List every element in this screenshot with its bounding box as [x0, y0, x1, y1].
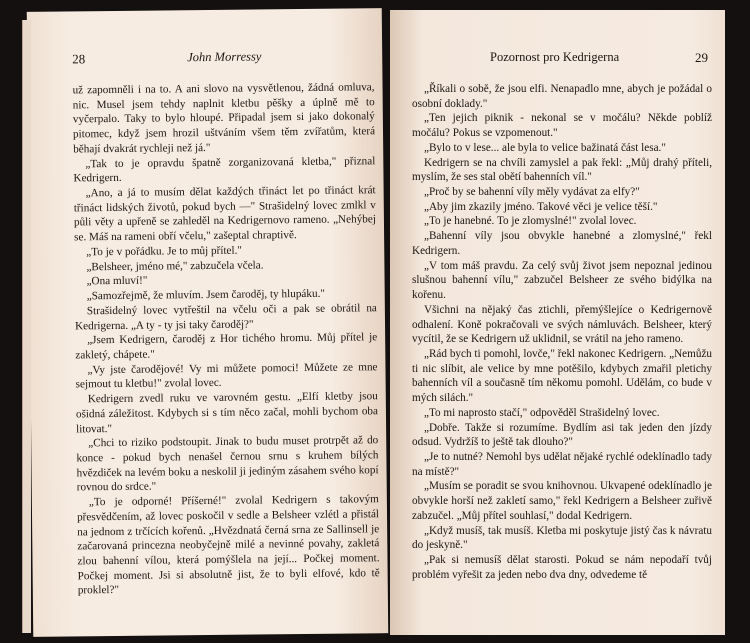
paragraph: „To je hanebné. To je zlomyslné!" zvolal lovec. — [424, 215, 637, 228]
paragraph: Všichni na nějaký čas ztichli, přemýšlejíce o Kedrigernově odhalení. Koně pokračovali ve svých námluvách. Belsheer, který vycítil, že se Kedrigern už uklidnil, se vrátil na jeho rameno. — [412, 303, 712, 346]
paragraph: „Samozřejmě, že mluvím. Jsem čaroděj, ty hlupáku." — [86, 287, 325, 303]
paragraph: „Dobře. Takže si rozumíme. Bydlím asi tak jeden den jízdy odsud. Vydržíš to ještě tak dlouho?" — [412, 421, 712, 449]
paragraph: „To je odporné! Příšerné!" zvolal Kedrigern s takovým přesvědčením, až lovec poskočil v sedle a Belsheer vzlétl a přistál na jednom z trčících kořenů. „Hvězdnatá černá srna ze Sallinsell je začarovaná princezna neobyčejně milé a nevinné povahy, zakletá zlou bahenní vílou, která pomýšlela na její... Počkej moment. Počkej moment. Jsi si absolutně jist, že to byli elfové, kdo tě proklel?" — [76, 493, 380, 597]
paragraph: „To mi naprosto stačí," odpověděl Strašidelný lovec. — [424, 406, 660, 419]
paragraph: „Proč by se bahenní víly měly vydávat za elfy?" — [424, 186, 640, 199]
paragraph: „Belsheer, jméno mé," zabzučela včela. — [86, 259, 264, 273]
paragraph: „Ten jejich piknik - nekonal se v močálu? Někde poblíž močálu? Pokus se vzpomenout." — [412, 112, 712, 140]
paragraph: „Když musíš, tak musíš. Kletba mi poskytuje jistý čas k návratu do jeskyně." — [412, 524, 712, 552]
paragraph: „Je to nutné? Nemohl bys udělat nějaké rychlé odeklínadlo tady na místě?" — [412, 450, 712, 478]
paragraph: už zapomněli i na to. A ani slovo na vysvětlenou, žádná omluva, nic. Musel jsem tehdy naplnit kletbu pěšky a úplně mě to vyčerpalo. Taky to bylo hloupé. Připadal jsem si jako dokonalý pitomec, když jsem hrozil uštváním všem těm zvířatům, která běhají dvakrát rychleji než já." — [72, 81, 376, 156]
paragraph: Strašidelný lovec vytřeštil na včelu oči a pak se obrátil na Kedrigerna. „A ty - ty jsi taky čaroděj?" — [74, 302, 377, 332]
right-page — [390, 10, 725, 635]
paragraph: „V tom máš pravdu. Za celý svůj život jsem nepoznal jedinou slušnou bahenní vílu," zabzučel Belsheer ze svého bidýlka na kořenu. — [412, 259, 712, 302]
left-running-head: John Morressy — [187, 49, 262, 65]
paragraph: Kedrigern se na chvíli zamyslel a pak řekl: „Můj drahý příteli, myslím, že ses stal obětí bahenních víl." — [412, 156, 712, 184]
paragraph: „Tak to je opravdu špatně zorganizovaná kletba," přiznal Kedrigern. — [73, 154, 376, 185]
paragraph: „Bylo to v lese... ale byla to velice bažinatá část lesa." — [424, 141, 666, 154]
paragraph: „Pak si nemusíš dělat starosti. Pokud se nám nepodaří tvůj problém vyřešit za jeden nebo dva dny, odvedeme tě — [412, 554, 712, 581]
paragraph: „Bahenní víly jsou obvykle hanebné a zlomyslné," řekl Kedrigern. — [412, 230, 712, 257]
page-block-edge — [22, 20, 31, 633]
paragraph: „Chci to riziko podstoupit. Jinak to budu muset protrpět až do konce - pokud bych nenašel černou srnu s kruhem bílých hvězdiček na levém boku a neskolil ji jediným zásahem svého kopí rovnou do srdce." — [76, 434, 379, 494]
paragraph: „Vy jste čarodějové! Vy mi můžete pomoci! Můžete ze mne sejmout tu kletbu!" zvolal lovec. — [75, 360, 378, 391]
paragraph: „Jsem Kedrigern, čaroděj z Hor tichého hromu. Můj přítel je zakletý, chápete." — [75, 331, 378, 362]
left-page — [27, 8, 389, 637]
right-running-head: Pozornost pro Kedrigerna — [490, 50, 620, 64]
right-page-number: 29 — [695, 50, 708, 65]
paragraph: „Musím se poradit se svou knihovnou. Ukvapené odeklínadlo je obvykle horší než zakletí samo," řekl Kedrigern a Belsheer zuřivě zabzučel. „Můj přítel souhlasí," dodal Kedrigern. — [412, 480, 712, 522]
paragraph: „To je v pořádku. Je to můj přítel." — [86, 244, 243, 259]
paragraph: „Ano, a já to musím dělat každých třináct let po třináct krát třináct lidských životů, pokud bych —" Strašidelný lovec zmlkl v půli věty a upřeně se zahleděl na Kedrigernovo rameno. „Nehýbej se. Máš na rameni obří včelu," zašeptal chraptivě. — [73, 184, 376, 244]
paragraph: „Aby jim zkazily jméno. Takové věci je velice těší." — [424, 200, 658, 213]
paragraph: „Říkali o sobě, že jsou elfi. Nenapadlo mne, abych je požádal o osobní doklady." — [412, 83, 712, 110]
paragraph: „Ona mluví!" — [86, 274, 148, 288]
right-page-text — [412, 82, 712, 582]
paragraph: Kedrigern zvedl ruku ve varovném gestu. „Elfí kletby jsou ošidná záležitost. Kdybych si s tím něco začal, mohli bychom oba litovat." — [75, 390, 378, 435]
left-page-number: 28 — [72, 51, 86, 67]
paragraph: „Rád bych ti pomohl, lovče," řekl nakonec Kedrigern. „Nemůžu ti nic slíbit, ale velice by mne potěšilo, kdybych zmařil pletichy bahenních víl a současně tím někomu pomohl. Udělám, co bude v mých silách." — [412, 347, 712, 405]
left-page-text — [72, 80, 379, 598]
